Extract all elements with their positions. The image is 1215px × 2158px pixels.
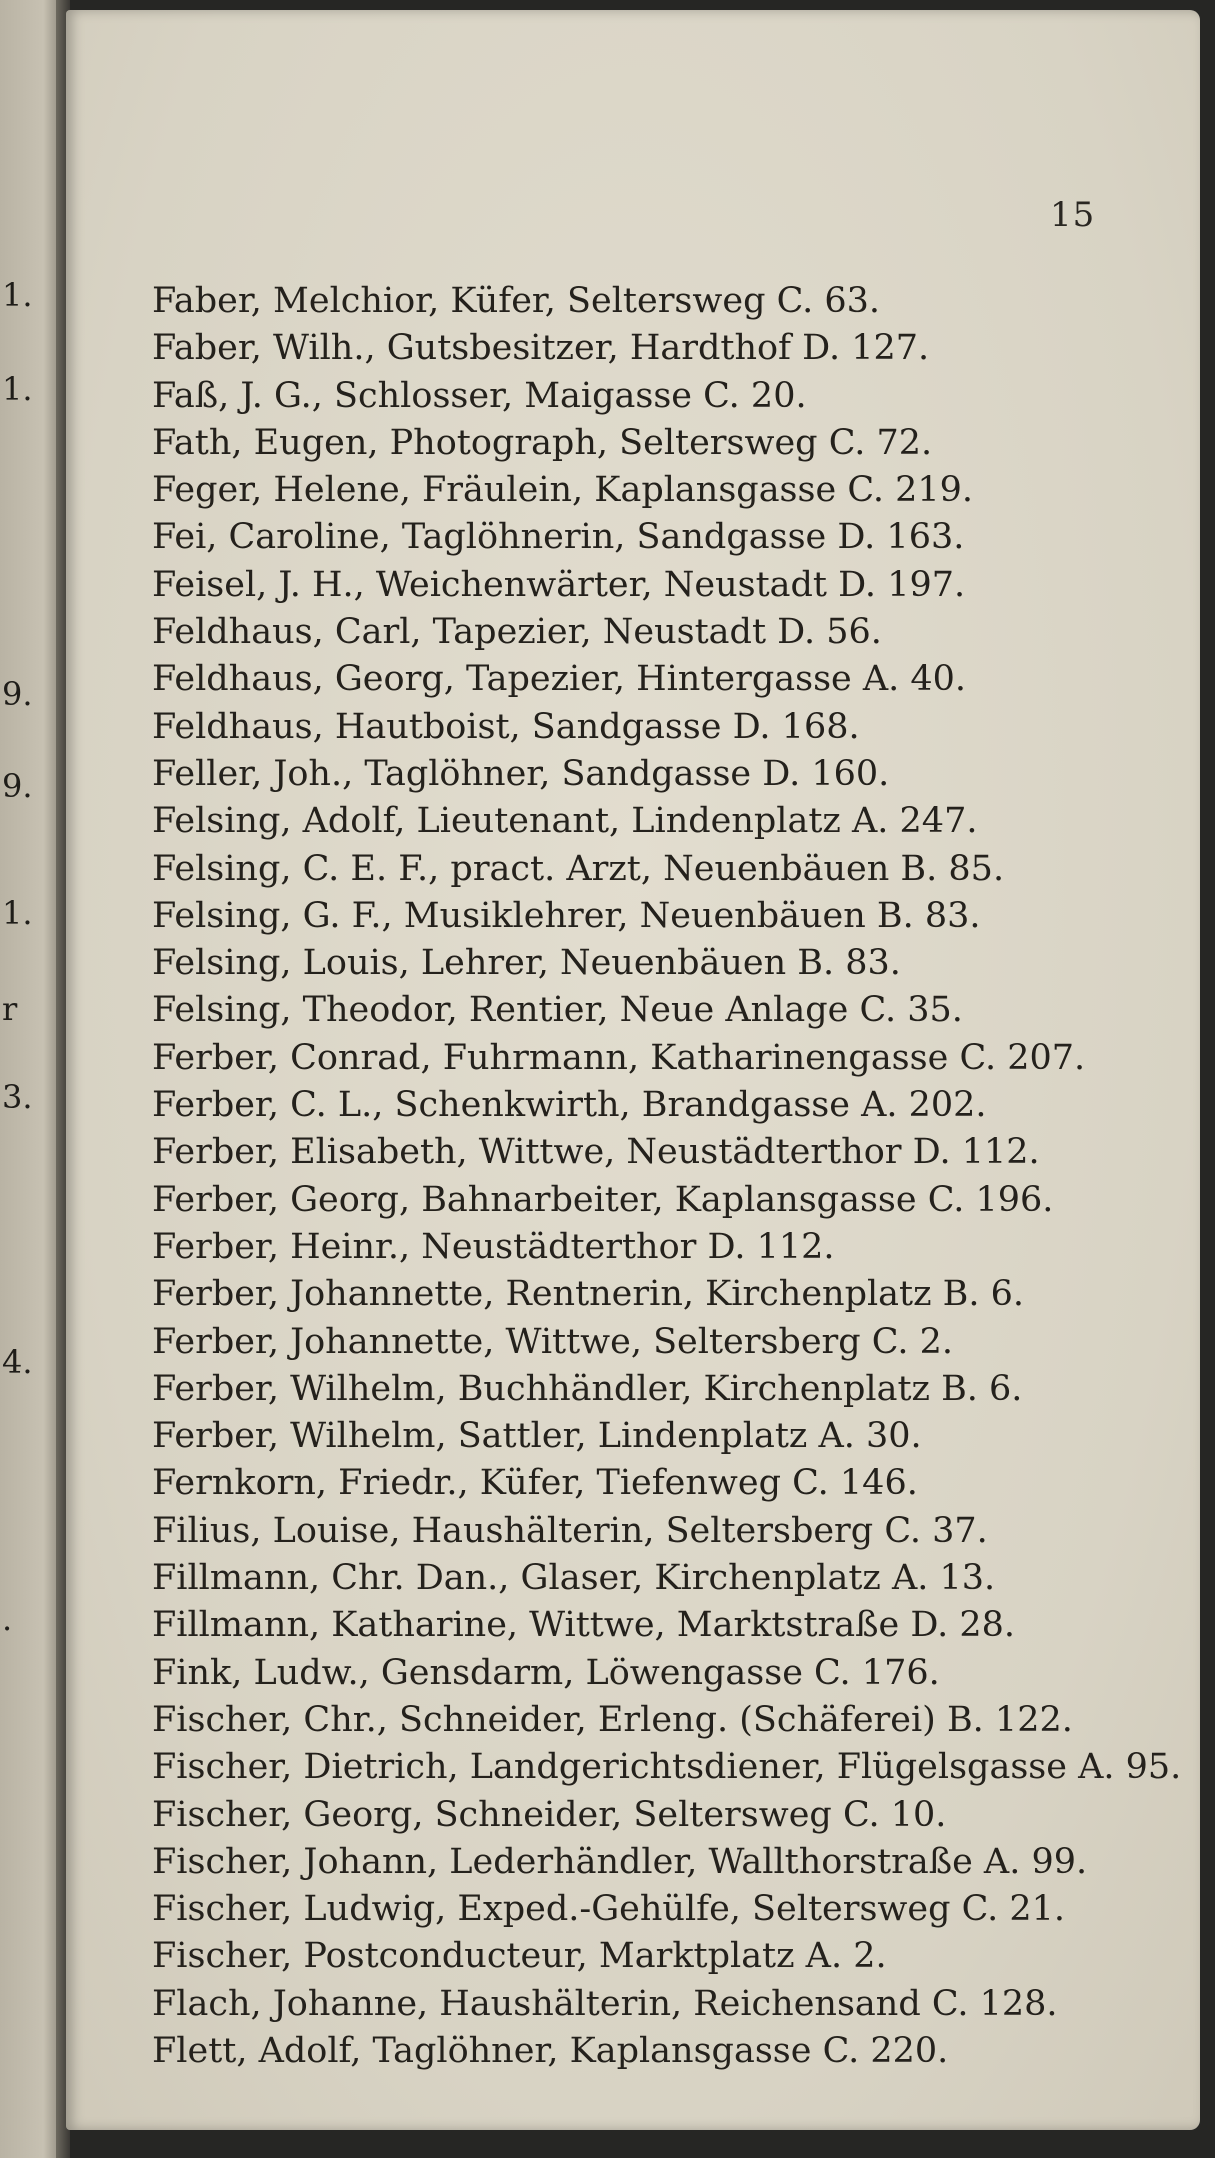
directory-entry: Feldhaus, Carl, Tapezier, Neustadt D. 56. xyxy=(152,612,882,653)
directory-entry: Felsing, C. E. F., pract. Arzt, Neuenbäuen B. 85. xyxy=(152,848,1005,889)
directory-entry: Fei, Caroline, Taglöhnerin, Sandgasse D. 163. xyxy=(152,517,965,558)
directory-entry: Feller, Joh., Taglöhner, Sandgasse D. 160. xyxy=(152,753,890,794)
directory-entry: Ferber, Elisabeth, Wittwe, Neustädterthor D. 112. xyxy=(152,1132,1040,1173)
directory-entry: Felsing, G. F., Musiklehrer, Neuenbäuen B. 83. xyxy=(152,895,981,936)
directory-page xyxy=(66,10,1200,2130)
directory-entry: Ferber, Conrad, Fuhrmann, Katharinengasse C. 207. xyxy=(152,1037,1086,1078)
directory-entry: Fischer, Ludwig, Exped.-Gehülfe, Seltersweg C. 21. xyxy=(152,1889,1066,1930)
directory-entry: Felsing, Theodor, Rentier, Neue Anlage C. 35. xyxy=(152,990,963,1031)
directory-entry: Fillmann, Chr. Dan., Glaser, Kirchenplatz A. 13. xyxy=(152,1558,996,1599)
margin-mark: 4. xyxy=(2,1343,33,1381)
directory-entry: Faber, Melchior, Küfer, Seltersweg C. 63. xyxy=(152,281,881,321)
margin-mark: 3. xyxy=(2,1078,33,1116)
directory-entry: Felsing, Adolf, Lieutenant, Lindenplatz A. 247. xyxy=(152,801,978,842)
directory-entry: Ferber, Wilhelm, Sattler, Lindenplatz A. 30. xyxy=(152,1416,922,1457)
directory-entry: Feisel, J. H., Weichenwärter, Neustadt D. 197. xyxy=(152,564,966,605)
directory-entry: Ferber, Johannette, Wittwe, Seltersberg C. 2. xyxy=(152,1321,953,1362)
directory-entry: Ferber, Georg, Bahnarbeiter, Kaplansgasse C. 196. xyxy=(152,1179,1054,1220)
directory-entry: Fillmann, Katharine, Wittwe, Marktstraße D. 28. xyxy=(152,1605,1016,1646)
directory-entry: Fath, Eugen, Photograph, Seltersweg C. 72. xyxy=(152,422,933,463)
margin-mark: 1. xyxy=(2,276,33,314)
margin-mark: r xyxy=(2,990,18,1028)
directory-entry: Fink, Ludw., Gensdarm, Löwengasse C. 176. xyxy=(152,1652,940,1693)
directory-entry: Ferber, Wilhelm, Buchhändler, Kirchenplatz B. 6. xyxy=(152,1368,1023,1409)
margin-mark: 9. xyxy=(2,767,33,805)
directory-entry: Filius, Louise, Haushälterin, Seltersberg C. 37. xyxy=(152,1510,988,1551)
directory-entry: Feldhaus, Hautboist, Sandgasse D. 168. xyxy=(152,706,860,747)
margin-mark: 1. xyxy=(2,370,33,408)
address-entries xyxy=(152,278,1181,2075)
directory-entry: Fischer, Chr., Schneider, Erleng. (Schäferei) B. 122. xyxy=(152,1699,1073,1740)
directory-entry: Fischer, Postconducteur, Marktplatz A. 2. xyxy=(152,1936,887,1977)
margin-mark: . xyxy=(2,1600,13,1638)
directory-entry: Ferber, Heinr., Neustädterthor D. 112. xyxy=(152,1226,835,1267)
directory-entry: Faß, J. G., Schlosser, Maigasse C. 20. xyxy=(152,375,807,416)
directory-entry: Fischer, Dietrich, Landgerichtsdiener, Flügelsgasse A. 95. xyxy=(152,1747,1182,1788)
directory-entry: Feldhaus, Georg, Tapezier, Hintergasse A. 40. xyxy=(152,659,967,700)
directory-entry: Fernkorn, Friedr., Küfer, Tiefenweg C. 146. xyxy=(152,1463,918,1504)
margin-mark: 9. xyxy=(2,675,33,713)
directory-entry: Faber, Wilh., Gutsbesitzer, Hardthof D. 127. xyxy=(152,328,930,369)
directory-entry: Felsing, Louis, Lehrer, Neuenbäuen B. 83. xyxy=(152,943,901,984)
directory-entry: Feger, Helene, Fräulein, Kaplansgasse C. 219. xyxy=(152,470,974,511)
directory-entry: Flach, Johanne, Haushälterin, Reichensand C. 128. xyxy=(152,1983,1058,2024)
page-number: 15 xyxy=(1050,195,1096,235)
directory-entry: Ferber, C. L., Schenkwirth, Brandgasse A. 202. xyxy=(152,1085,987,1126)
directory-entry: Fischer, Johann, Lederhändler, Wallthorstraße A. 99. xyxy=(152,1841,1088,1882)
margin-mark: 1. xyxy=(2,894,33,932)
directory-entry: Fischer, Georg, Schneider, Seltersweg C. 10. xyxy=(152,1794,947,1835)
directory-entry: Ferber, Johannette, Rentnerin, Kirchenplatz B. 6. xyxy=(152,1274,1025,1315)
directory-entry: Flett, Adolf, Taglöhner, Kaplansgasse C. 220. xyxy=(152,2030,949,2071)
